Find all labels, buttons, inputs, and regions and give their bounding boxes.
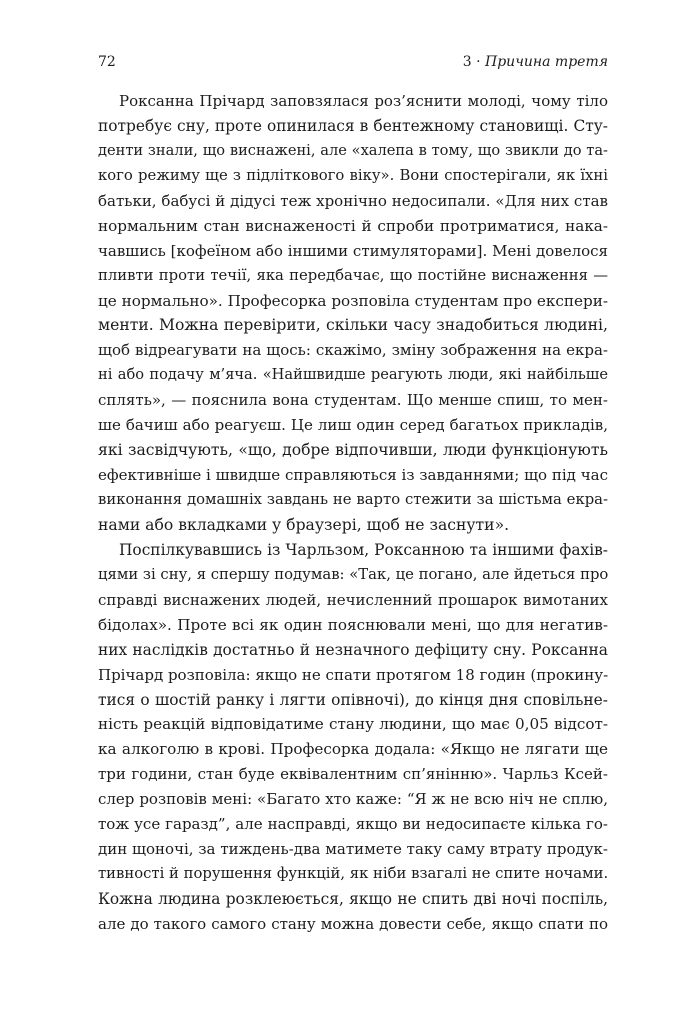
running-head (463, 51, 608, 73)
text-line: потребує сну, проте опинилася в бентежному становищі. Сту- (98, 116, 608, 135)
text-line: тивності й порушення функцій, як ніби взагалі не спите ночами. (98, 865, 609, 883)
text-line: нормальним стан виснаженості й спроби протриматися, нака- (98, 216, 608, 235)
text-line: три години, стан буде еквівалентним сп’янінню». Чарльз Ксей- (98, 765, 608, 784)
text-line: нами або вкладками у браузері, щоб не заснути». (98, 515, 510, 534)
text-line: ність реакцій відповідатиме стану людини, що має 0,05 відсот- (98, 715, 608, 734)
text-line: Поспілкувавшись із Чарльзом, Роксанною та іншими фахів- (119, 540, 608, 559)
paragraph (98, 89, 608, 538)
chapter-number: 3 (462, 54, 472, 70)
text-line: тися о шостій ранку і лягти опівночі), до кінця дня сповільне- (98, 690, 608, 709)
text-line: менти. Можна перевірити, скільки часу знадобиться людині, (98, 316, 608, 335)
text-line: денти знали, що виснажені, але «халепа в тому, що звикли до та- (98, 141, 608, 159)
text-line: Кожна людина розклеюється, якщо не спить дві ночі поспіль, (98, 890, 608, 908)
text-line: бідолах». Проте всі як один пояснювали мені, що для негатив- (98, 615, 608, 634)
book-page (98, 0, 608, 1024)
paragraph (98, 538, 608, 937)
body-text (98, 89, 608, 937)
text-line: батьки, бабусі й дідусі теж хронічно недосипали. «Для них став (98, 191, 608, 210)
text-line: тож усе гаразд”, але насправді, якщо ви недосипаєте кілька го- (98, 815, 608, 834)
text-line: чавшись [кофеїном або іншими стимуляторами]. Мені довелося (98, 241, 608, 260)
text-line: цями зі сну, я спершу подумав: «Так, це погано, але йдеться про (98, 565, 609, 583)
text-line: ні або подачу м’яча. «Найшвидше реагують люди, які найбільше (98, 366, 608, 384)
text-line: дин щоночі, за тиждень-два матимете таку саму втрату продук- (98, 840, 608, 859)
text-line: щоб відреагувати на щось: скажімо, зміну зображення на екра- (98, 341, 608, 360)
text-line: кого режиму ще з підліткового віку». Вони спостерігали, як їхні (98, 166, 608, 184)
text-line: слер розповів мені: «Багато хто каже: “Я ж не всю ніч не сплю, (98, 790, 608, 809)
page-header (98, 51, 608, 73)
page-number: 72 (98, 54, 116, 70)
chapter-title: Причина третя (485, 54, 608, 70)
text-line: які засвідчують, «що, добре відпочивши, люди функціонують (98, 441, 608, 460)
text-line: Прічард розповіла: якщо не спати протягом 18 годин (прокину- (98, 665, 609, 684)
text-line: пливти проти течії, яка передбачає, що постійне виснаження — (98, 266, 608, 284)
text-line: Роксанна Прічард заповзялася роз’яснити молоді, чому тіло (119, 92, 608, 110)
chapter-separator: · (476, 54, 481, 70)
text-line: них наслідків достатньо й незначного дефіциту сну. Роксанна (98, 640, 608, 659)
text-line: ефективніше і швидше справляються із завданнями; що під час (98, 466, 608, 485)
text-line: сплять», — пояснила вона студентам. Що менше спиш, то мен- (98, 391, 608, 410)
text-line: виконання домашніх завдань не варто стежити за шістьма екра- (98, 491, 608, 508)
text-line: справді виснажених людей, нечисленний прошарок вимотаних (98, 590, 608, 609)
text-line: ше бачиш або реагуєш. Це лиш один серед багатьох прикладів, (98, 416, 608, 435)
text-line: це нормально». Професорка розповіла студентам про експери- (98, 291, 608, 310)
text-line: але до такого самого стану можна довести себе, якщо спати по (98, 914, 608, 933)
text-line: ка алкоголю в крові. Професорка додала: «Якщо не лягати ще (98, 740, 608, 759)
